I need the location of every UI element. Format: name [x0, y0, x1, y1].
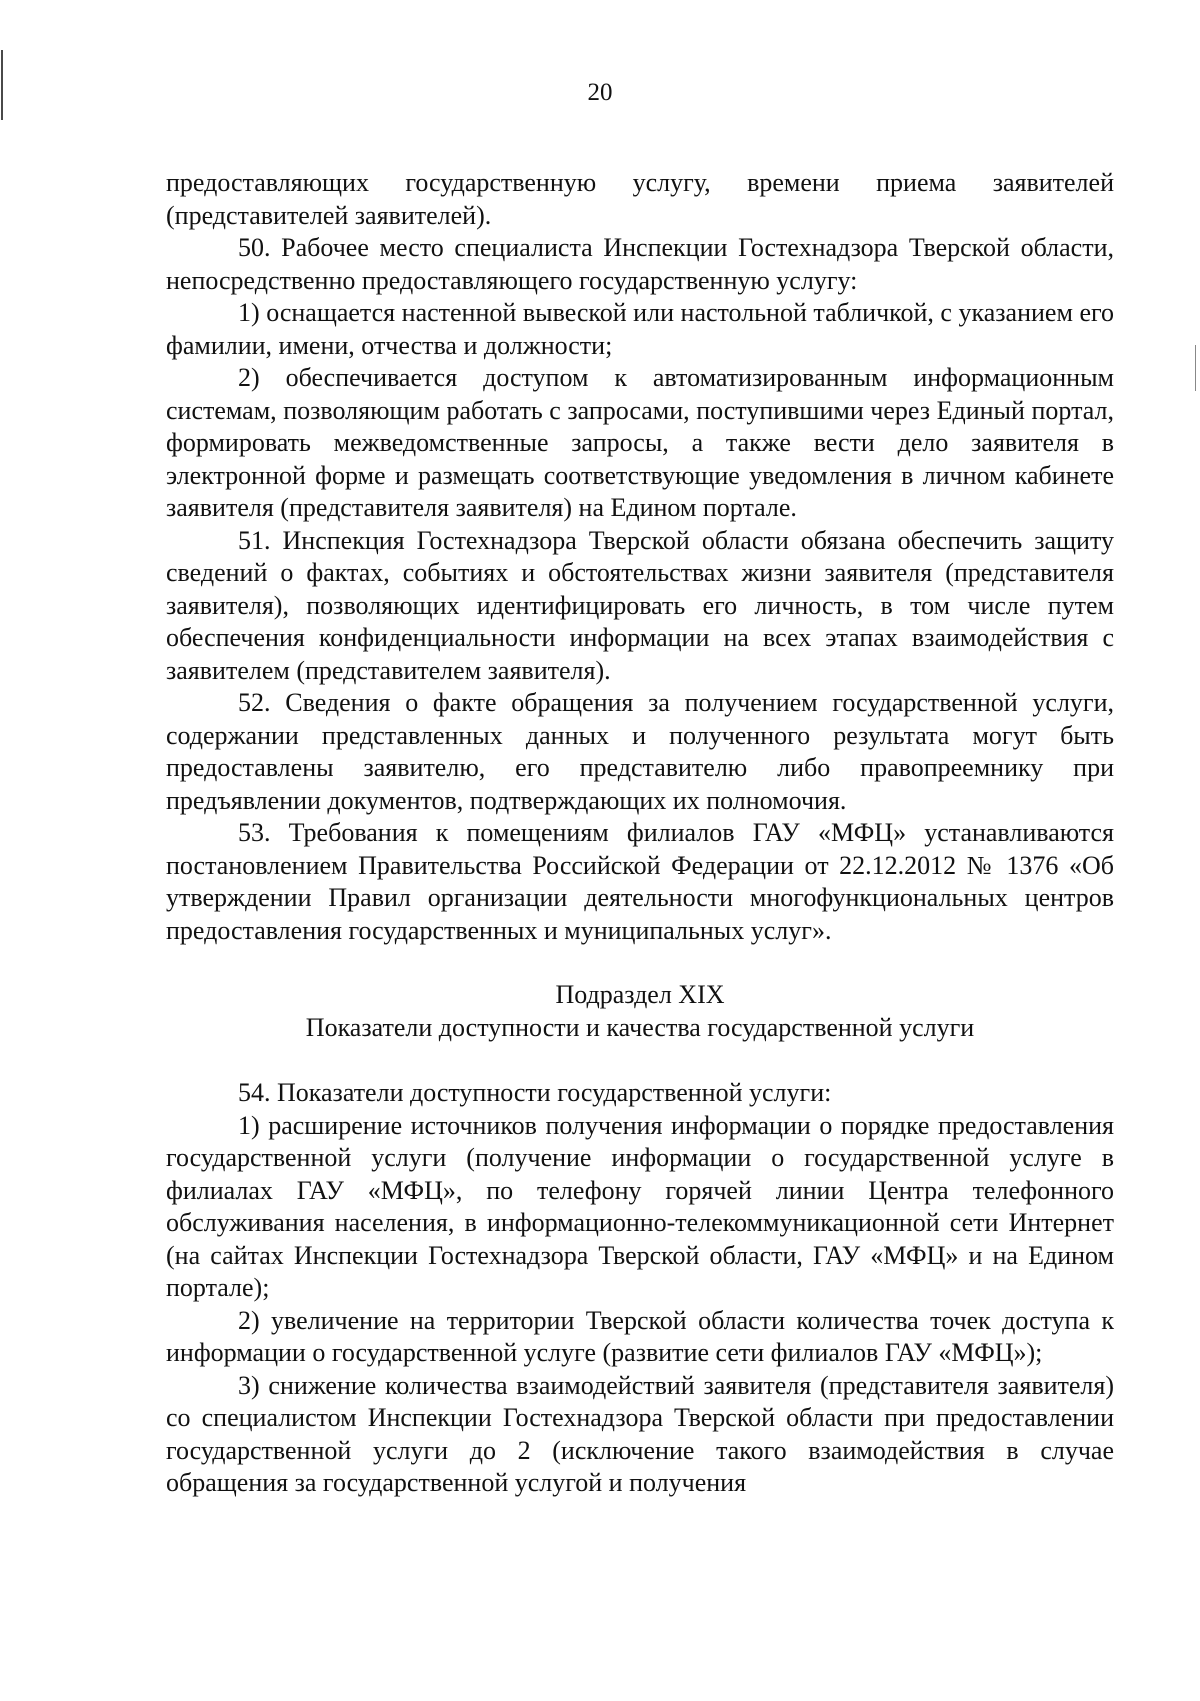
paragraph: 1) расширение источников получения информации о порядке предоставления государственной услуги (получение информации о государственной услуге в филиалах ГАУ «МФЦ», по телефону горячей линии Центра телефонного обслуживания населения, в информационно-телекоммуникационной сети Интернет (на сайтах Инспекции Гостехнадзора Тверской области, ГАУ «МФЦ» и на Едином портале); [166, 1110, 1114, 1302]
paragraph: предоставляющих государственную услугу, времени приема заявителей (представителей заявителей). [166, 168, 1114, 230]
document-body [166, 167, 1114, 1500]
section-subtitle: Показатели доступности и качества государственной услуги [305, 1012, 975, 1042]
paragraph: 54. Показатели доступности государственной услуги: [238, 1078, 832, 1107]
paragraph: 52. Сведения о факте обращения за получением государственной услуги, содержании представленных данных и полученного результата могут быть предоставлены заявителю, его представителю либо правопреемнику при предъявлении документов, подтверждающих их полномочия. [166, 688, 1114, 815]
page-number: 20 [587, 79, 613, 106]
paragraph: 1) оснащается настенной вывеской или настольной табличкой, с указанием его фамилии, имени, отчества и должности; [166, 298, 1114, 360]
paragraphs-before-section [166, 167, 1114, 947]
paragraph: 53. Требования к помещениям филиалов ГАУ «МФЦ» устанавливаются постановлением Правительства Российской Федерации от 22.12.2012 № 1376 «Об утверждении Правил организации деятельности многофункциональных центров предоставления государственных и муниципальных услуг». [166, 818, 1114, 945]
paragraph: 2) обеспечивается доступом к автоматизированным информационным системам, позволяющим работать с запросами, поступившими через Единый портал, формировать межведомственные запросы, а также вести дело заявителя в электронной форме и размещать соответствующие уведомления в личном кабинете заявителя (представителя заявителя) на Едином портале. [166, 363, 1114, 522]
section-title: Подраздел XIX [555, 980, 725, 1009]
paragraphs-after-section [166, 1077, 1114, 1500]
scan-edge-mark [1195, 345, 1196, 391]
paragraph: 3) снижение количества взаимодействий заявителя (представителя заявителя) со специалистом Инспекции Гостехнадзора Тверской области при предоставлении государственной услуги до 2 (исключение такого взаимодействия в случае обращения за государственной услугой и получения [166, 1370, 1114, 1497]
paragraph: 50. Рабочее место специалиста Инспекции Гостехнадзора Тверской области, непосредственно предоставляющего государственную услугу: [166, 233, 1114, 295]
paragraph: 2) увеличение на территории Тверской области количества точек доступа к информации о государственной услуге (развитие сети филиалов ГАУ «МФЦ»); [166, 1305, 1114, 1367]
paragraph: 51. Инспекция Гостехнадзора Тверской области обязана обеспечить защиту сведений о фактах, событиях и обстоятельствах жизни заявителя (представителя заявителя), позволяющих идентифицировать его личность, в том числе путем обеспечения конфиденциальности информации на всех этапах взаимодействия с заявителем (представителем заявителя). [166, 525, 1114, 685]
